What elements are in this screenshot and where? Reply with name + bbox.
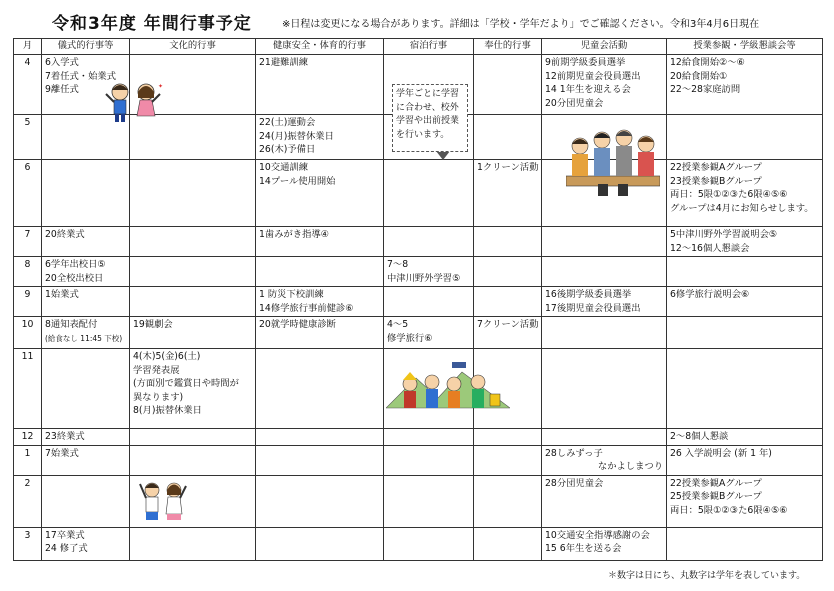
event-line: 15 6年生を送る会 [545, 543, 622, 554]
event-line: 9前期学級委員選挙 [545, 57, 626, 68]
event-cell [667, 317, 823, 349]
event-cell [667, 227, 823, 257]
footer-note: ＊数字は日にち、丸数字は学年を表しています。 [608, 571, 806, 581]
event-cell [474, 429, 542, 446]
month-row [14, 287, 823, 317]
event-cell [42, 257, 130, 287]
event-line: 2～8個人懇談 [670, 431, 729, 442]
schedule-change-note: ※日程は変更になる場合があります。詳細は「学校・学年だより」でご確認ください。 [282, 19, 670, 30]
event-line: 12給食開始②～⑥ [670, 57, 745, 68]
month-row [14, 160, 823, 227]
event-cell [384, 257, 474, 287]
lodging-callout [392, 84, 468, 152]
month-row [14, 527, 823, 560]
event-cell [256, 349, 384, 429]
callout-line: 学習や出前授業 [396, 116, 460, 126]
event-cell [474, 445, 542, 475]
event-line: 16後期学級委員選挙 [545, 289, 632, 300]
event-cell [130, 227, 256, 257]
event-line: 1始業式 [45, 289, 79, 300]
event-cell [256, 527, 384, 560]
event-cell [256, 55, 384, 115]
column-header: 奉仕的行事 [474, 39, 542, 55]
event-cell [384, 445, 474, 475]
event-cell [256, 257, 384, 287]
month-row [14, 227, 823, 257]
event-cell [667, 429, 823, 446]
event-cell [130, 445, 256, 475]
event-line: 19観劇会 [133, 319, 173, 330]
event-cell [130, 349, 256, 429]
event-line: (方面別で鑑賞日や時間が [133, 378, 239, 389]
event-line: 中津川野外学習⑤ [387, 272, 461, 284]
event-cell [474, 317, 542, 349]
event-cell [667, 527, 823, 560]
event-cell [667, 115, 823, 160]
event-cell [474, 257, 542, 287]
event-line: 1 防災下校訓練 [259, 289, 324, 300]
event-line: 両日：5限①②③た6限④⑤⑥ [670, 189, 788, 200]
event-cell [42, 445, 130, 475]
callout-tail [436, 151, 450, 160]
event-line: 10交通訓練 [259, 162, 309, 173]
event-line: 10交通安全指導感謝の会 [545, 529, 650, 541]
event-cell [384, 160, 474, 227]
month-cell: 10 [14, 317, 42, 349]
event-cell [130, 317, 256, 349]
event-line: 学習発表展 [133, 364, 180, 376]
event-line: 24(月)振替休業日 [259, 130, 334, 142]
event-cell [256, 429, 384, 446]
event-cell [256, 287, 384, 317]
event-line: 17卒業式 [45, 529, 85, 541]
event-cell [42, 349, 130, 429]
event-cell [542, 287, 667, 317]
month-cell: 1 [14, 445, 42, 475]
event-cell [42, 317, 130, 349]
event-line: 1クリーン活動 [477, 162, 539, 173]
event-cell [542, 257, 667, 287]
event-line: 28分団児童会 [545, 477, 604, 489]
event-cell [384, 287, 474, 317]
month-cell: 9 [14, 287, 42, 317]
event-cell [256, 160, 384, 227]
callout-line: に合わせ、校外 [396, 102, 459, 113]
event-line: 5中津川野外学習説明会⑤ [670, 229, 778, 240]
event-line: 9離任式 [45, 84, 79, 95]
page-header [0, 0, 834, 38]
event-line: 20分団児童会 [545, 97, 604, 109]
event-cell [42, 527, 130, 560]
event-cell [130, 429, 256, 446]
event-line: 4～5 [387, 319, 409, 330]
column-header: 宿泊行事 [384, 39, 474, 55]
event-line: 26(木)予備日 [259, 144, 316, 155]
event-cell [256, 115, 384, 160]
event-line: 22～28家庭訪問 [670, 84, 741, 95]
event-line: グループは4月にお知らせします。 [670, 202, 814, 214]
event-line: 異なります) [133, 391, 184, 403]
event-cell [542, 349, 667, 429]
event-line: 22授業参観Aグループ [670, 477, 762, 489]
children-waving-illustration [102, 80, 164, 126]
event-line: 6入学式 [45, 57, 79, 68]
event-line: 1歯みがき指導④ [259, 229, 330, 240]
event-cell [474, 160, 542, 227]
callout-line: 学年ごとに学習 [396, 89, 460, 99]
event-line: 4(木)5(金)6(土) [133, 351, 201, 362]
column-header: 児童会活動 [542, 39, 667, 55]
event-line: 12前期児童会役員選出 [545, 70, 641, 82]
callout-line: を行います。 [396, 129, 450, 140]
month-cell: 4 [14, 55, 42, 115]
event-line: 17後期児童会役員選出 [545, 302, 641, 314]
column-header: 儀式的行事等 [42, 39, 130, 55]
event-line: 20給食開始① [670, 70, 728, 82]
event-cell [256, 445, 384, 475]
event-cell [667, 55, 823, 115]
month-row [14, 445, 823, 475]
event-cell [474, 115, 542, 160]
event-cell [667, 349, 823, 429]
event-cell [42, 287, 130, 317]
event-cell [130, 287, 256, 317]
svg-text:✦: ✦ [158, 83, 164, 90]
event-line: 23終業式 [45, 431, 85, 442]
event-cell [474, 287, 542, 317]
event-line: なかよしまつり [597, 461, 663, 472]
event-cell [474, 475, 542, 527]
event-line: 20終業式 [45, 229, 85, 240]
event-cell [474, 227, 542, 257]
event-line: 21避難訓練 [259, 57, 309, 68]
event-cell [542, 227, 667, 257]
month-row [14, 429, 823, 446]
event-line: 8(月)振替休業日 [133, 405, 202, 416]
event-cell [42, 429, 130, 446]
event-cell [542, 317, 667, 349]
header-row [14, 39, 823, 55]
event-line: 7～8 [387, 259, 409, 270]
month-cell: 7 [14, 227, 42, 257]
event-cell [42, 475, 130, 527]
column-header: 文化的行事 [130, 39, 256, 55]
event-line: 修学旅行⑥ [387, 332, 433, 344]
event-line: 6学年出校日⑤ [45, 259, 106, 270]
event-line: (給食なし 11:45 下校) [45, 333, 123, 343]
month-cell: 3 [14, 527, 42, 560]
event-cell [384, 317, 474, 349]
event-line: 両日：5限①②③た6限④⑤⑥ [670, 504, 788, 516]
event-cell [130, 527, 256, 560]
column-header: 健康安全・体育的行事 [256, 39, 384, 55]
event-cell [256, 475, 384, 527]
event-line: 7始業式 [45, 447, 79, 459]
event-cell [542, 527, 667, 560]
event-cell [384, 429, 474, 446]
event-cell [42, 160, 130, 227]
event-line: 12～16個人懇談会 [670, 242, 750, 254]
event-line: 6修学旅行説明会⑥ [670, 289, 750, 300]
as-of-date: 令和3年4月6日現在 [670, 19, 760, 30]
event-line: 23授業参観Bグループ [670, 175, 762, 187]
event-line: 20就学時健康診断 [259, 319, 336, 330]
event-cell [474, 527, 542, 560]
children-cheering-illustration [134, 478, 192, 528]
event-cell [256, 317, 384, 349]
event-cell [542, 475, 667, 527]
event-line: 26 入学説明会 (新 1 年) [670, 447, 772, 459]
month-row [14, 317, 823, 349]
month-cell: 5 [14, 115, 42, 160]
event-cell [542, 429, 667, 446]
event-cell [667, 475, 823, 527]
event-line: 24 修了式 [45, 543, 88, 554]
student-council-illustration [566, 124, 660, 196]
event-cell [667, 257, 823, 287]
month-row [14, 257, 823, 287]
event-line: 25授業参観Bグループ [670, 491, 762, 502]
event-cell [42, 227, 130, 257]
event-line: 14 1年生を迎える会 [545, 84, 631, 95]
month-cell: 8 [14, 257, 42, 287]
event-line: 14プール使用開始 [259, 175, 336, 187]
month-cell: 6 [14, 160, 42, 227]
event-cell [667, 160, 823, 227]
month-cell: 12 [14, 429, 42, 446]
event-cell [667, 445, 823, 475]
event-cell [130, 160, 256, 227]
event-cell [256, 227, 384, 257]
page-title: 令和3年度 年間行事予定 [52, 14, 252, 34]
column-header: 月 [14, 39, 42, 55]
event-line: 14修学旅行事前健診⑥ [259, 302, 354, 314]
event-line: 20全校出校日 [45, 272, 104, 284]
month-cell: 2 [14, 475, 42, 527]
event-cell [384, 227, 474, 257]
event-cell [542, 445, 667, 475]
event-cell [474, 55, 542, 115]
field-trip-illustration [386, 358, 510, 416]
event-cell [667, 287, 823, 317]
event-line: 22(土)運動会 [259, 117, 316, 128]
column-header: 授業参観・学級懇談会等 [667, 39, 823, 55]
event-cell [130, 257, 256, 287]
event-line: 28しみずっ子 [545, 447, 603, 459]
event-line: 8通知表配付 [45, 319, 98, 330]
event-cell [384, 475, 474, 527]
event-cell [542, 55, 667, 115]
event-line: 22授業参観Aグループ [670, 162, 762, 173]
event-line: 7着任式・始業式 [45, 70, 116, 82]
month-cell: 11 [14, 349, 42, 429]
event-cell [384, 527, 474, 560]
event-line: 7クリーン活動 [477, 319, 539, 330]
